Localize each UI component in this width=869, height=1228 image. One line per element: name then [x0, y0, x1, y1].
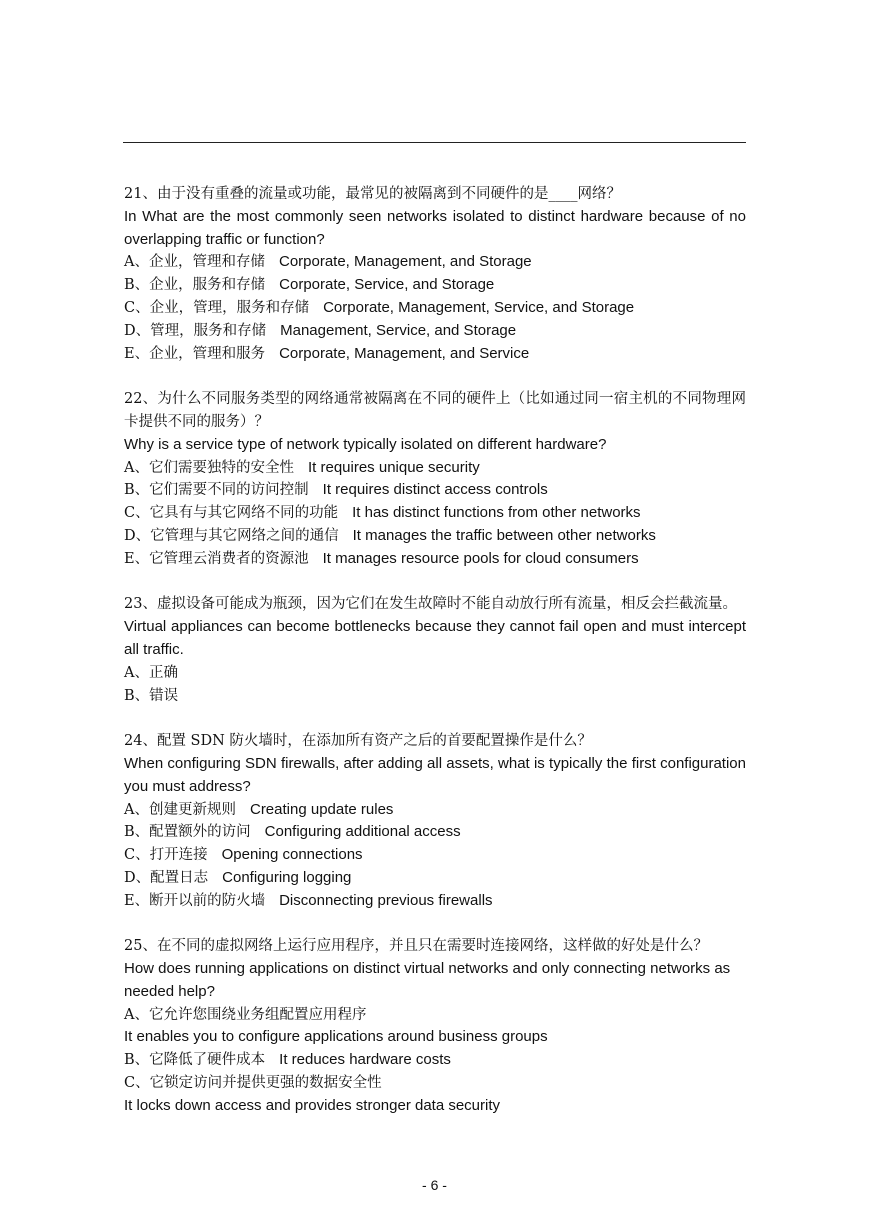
option-label-en: Corporate, Service, and Storage [279, 276, 495, 294]
question-spacer [124, 707, 746, 730]
question-25 [124, 935, 746, 1117]
option-label-cn: A、创建更新规则 [124, 801, 236, 818]
option-label-cn: E、企业，管理和服务 [124, 345, 266, 362]
question-stem-en: In What are the most commonly seen networks isolated to distinct hardware because of no overlapping traffic or function? [124, 207, 746, 248]
option-label-en: Corporate, Management, Service, and Storage [323, 298, 635, 316]
option-label-en: Configuring logging [222, 868, 352, 886]
option-label-cn: D、配置日志 [124, 869, 209, 886]
option-d [124, 867, 746, 890]
option-c-cn [124, 1072, 746, 1095]
option-c [124, 502, 746, 525]
option-a [124, 457, 746, 480]
option-d [124, 320, 746, 343]
question-spacer [124, 571, 746, 594]
option-e [124, 548, 746, 571]
option-label-en: Opening connections [221, 846, 363, 864]
option-label-cn: C、它锁定访问并提供更强的数据安全性 [124, 1075, 382, 1092]
option-label-cn: A、企业，管理和存储 [124, 254, 265, 271]
option-label-en: Disconnecting previous firewalls [279, 891, 493, 909]
option-b [124, 685, 746, 708]
question-stem-cn: 25、在不同的虚拟网络上运行应用程序，并且只在需要时连接网络，这样做的好处是什么？ [124, 938, 708, 955]
question-stem-cn: 23、虚拟设备可能成为瓶颈，因为它们在发生故障时不能自动放行所有流量，相反会拦截流量。 [124, 596, 737, 613]
option-c [124, 297, 746, 320]
option-label-cn: A、它允许您围绕业务组配置应用程序 [124, 1006, 367, 1023]
option-e [124, 890, 746, 913]
option-a-cn [124, 1004, 746, 1027]
question-21 [124, 183, 746, 365]
question-stem-en: How does running applications on distinct virtual networks and only connecting networks as needed help? [124, 960, 731, 1000]
option-b [124, 821, 746, 844]
option-a [124, 799, 746, 822]
option-label-en: Configuring additional access [264, 823, 461, 841]
option-label-cn: E、断开以前的防火墙 [124, 892, 266, 909]
page-number: - 6 - [422, 1177, 447, 1193]
question-spacer [124, 365, 746, 388]
option-label-en: It requires unique security [307, 458, 480, 476]
option-label-en: Creating update rules [249, 800, 394, 818]
option-label-en: Management, Service, and Storage [280, 321, 517, 339]
question-stem-en: Why is a service type of network typically isolated on different hardware? [124, 435, 607, 453]
question-stem-en: Virtual appliances can become bottlenecks because they cannot fail open and must intercept all traffic. [124, 618, 746, 658]
option-label-en: It requires distinct access controls [322, 481, 548, 499]
option-label-cn: B、它们需要不同的访问控制 [124, 482, 309, 499]
option-label-cn: B、配置额外的访问 [124, 824, 251, 841]
question-list [124, 183, 746, 1118]
option-label-cn: B、企业，服务和存储 [124, 277, 266, 294]
option-e [124, 343, 746, 366]
option-label-en: It reduces hardware costs [279, 1051, 451, 1069]
option-c-en: It locks down access and provides stronger data security [124, 1096, 501, 1114]
option-label-cn: A、正确 [124, 664, 178, 681]
option-a [124, 251, 746, 274]
option-label-en: Corporate, Management, and Service [279, 344, 530, 362]
option-label-en: It manages the traffic between other networks [352, 526, 656, 544]
option-label-cn: C、企业，管理，服务和存储 [124, 299, 310, 316]
option-label-cn: C、打开连接 [124, 847, 208, 864]
option-label-cn: D、它管理与其它网络之间的通信 [124, 527, 339, 544]
question-22 [124, 388, 746, 570]
question-24 [124, 730, 746, 912]
question-23 [124, 593, 746, 707]
option-label-cn: C、它具有与其它网络不同的功能 [124, 505, 339, 522]
option-label-en: Corporate, Management, and Storage [278, 253, 532, 271]
question-stem-cn: 21、由于没有重叠的流量或功能，最常见的被隔离到不同硬件的是____网络？ [124, 186, 621, 202]
option-label-cn: B、错误 [124, 687, 179, 704]
option-label-en: It has distinct functions from other networks [352, 504, 641, 522]
option-label-cn: B、它降低了硬件成本 [124, 1052, 266, 1069]
option-label-cn: E、它管理云消费者的资源池 [124, 550, 309, 567]
question-stem-cn: 24、配置 SDN 防火墙时，在添加所有资产之后的首要配置操作是什么？ [124, 733, 592, 750]
option-b [124, 479, 746, 502]
option-d [124, 525, 746, 548]
option-a-en: It enables you to configure applications around business groups [124, 1028, 548, 1046]
header-rule [123, 142, 746, 143]
option-b [124, 274, 746, 297]
option-b [124, 1049, 746, 1072]
question-stem-cn: 22、为什么不同服务类型的网络通常被隔离在不同的硬件上（比如通过同一宿主机的不同物理网卡提供不同的服务）？ [124, 391, 746, 430]
question-stem-en: When configuring SDN firewalls, after adding all assets, what is typically the first configuration you must address? [124, 754, 746, 795]
option-a [124, 662, 746, 685]
option-label-en: It manages resource pools for cloud consumers [322, 549, 639, 567]
option-label-cn: D、管理，服务和存储 [124, 322, 267, 339]
question-spacer [124, 913, 746, 936]
option-label-cn: A、它们需要独特的安全性 [124, 459, 294, 476]
option-c [124, 844, 746, 867]
